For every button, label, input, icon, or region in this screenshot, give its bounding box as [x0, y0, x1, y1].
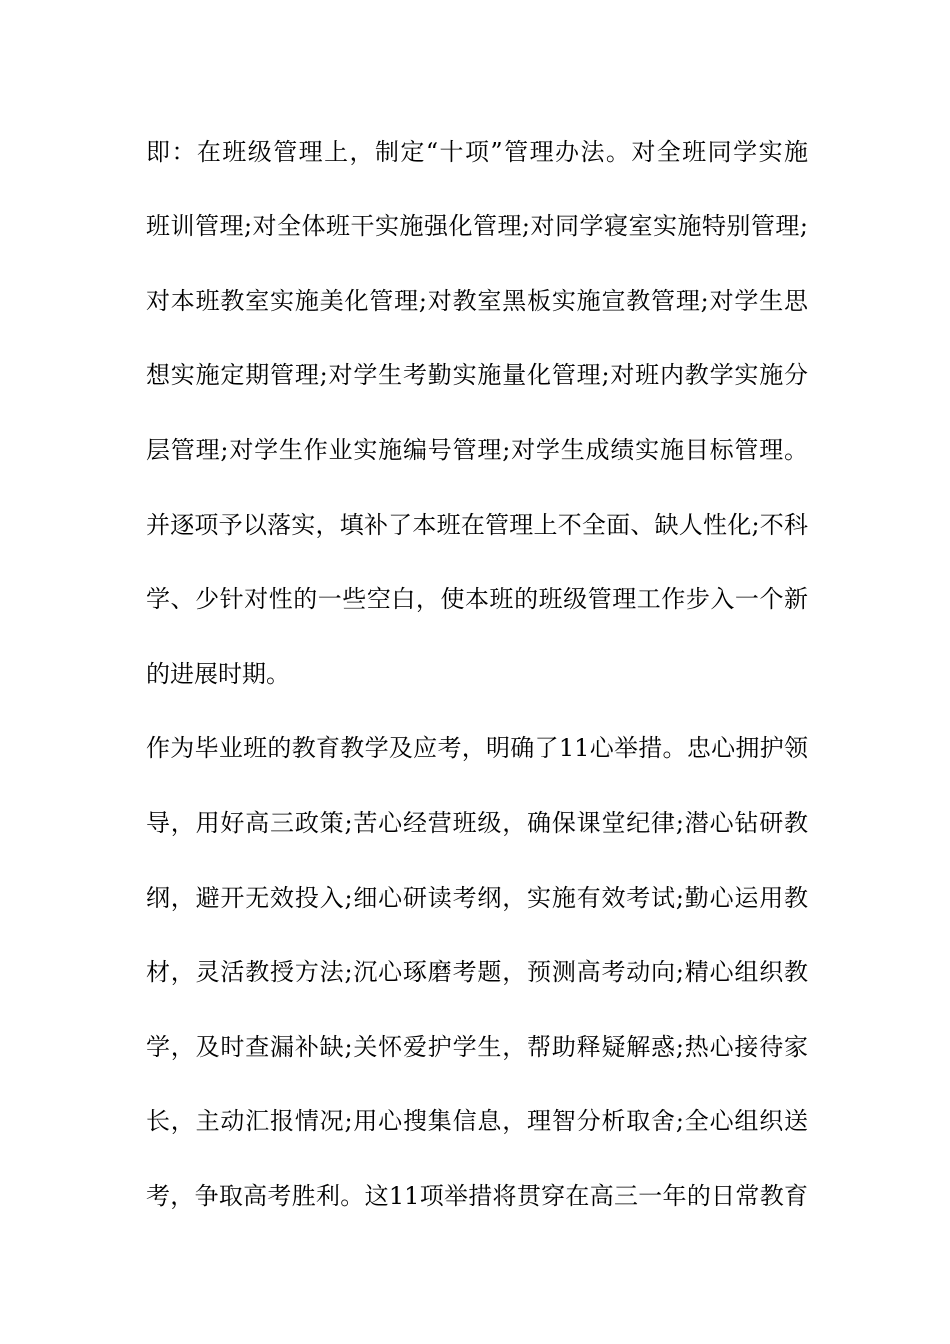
text-line-15: 考，争取高考胜利。这11项举措将贯穿在高三一年的日常教育	[146, 1182, 808, 1210]
text-line-10: 导，用好高三政策;苦心经营班级，确保课堂纪律;潜心钻研教	[146, 809, 808, 837]
text-line-7: 学、少针对性的一些空白，使本班的班级管理工作步入一个新	[146, 585, 808, 613]
text-line-1: 即：在班级管理上，制定“十项”管理办法。对全班同学实施	[146, 138, 808, 166]
text-line-13: 学，及时查漏补缺;关怀爱护学生，帮助释疑解惑;热心接待家	[146, 1033, 808, 1061]
text-line-4: 想实施定期管理;对学生考勤实施量化管理;对班内教学实施分	[146, 361, 808, 389]
text-line-12: 材，灵活教授方法;沉心琢磨考题，预测高考动向;精心组织教	[146, 958, 808, 986]
text-line-11: 纲，避开无效投入;细心研读考纲，实施有效考试;勤心运用教	[146, 884, 808, 912]
text-line-3: 对本班教室实施美化管理;对教室黑板实施宣教管理;对学生思	[146, 287, 808, 315]
text-line-6: 并逐项予以落实，填补了本班在管理上不全面、缺人性化;不科	[146, 511, 808, 539]
text-line-9: 作为毕业班的教育教学及应考，明确了11心举措。忠心拥护领	[146, 734, 808, 762]
text-line-14: 长，主动汇报情况;用心搜集信息，理智分析取舍;全心组织送	[146, 1107, 808, 1135]
text-line-8: 的进展时期。	[146, 660, 290, 688]
text-line-5: 层管理;对学生作业实施编号管理;对学生成绩实施目标管理。	[146, 436, 808, 464]
text-line-2: 班训管理;对全体班干实施强化管理;对同学寝室实施特别管理;	[146, 212, 808, 240]
